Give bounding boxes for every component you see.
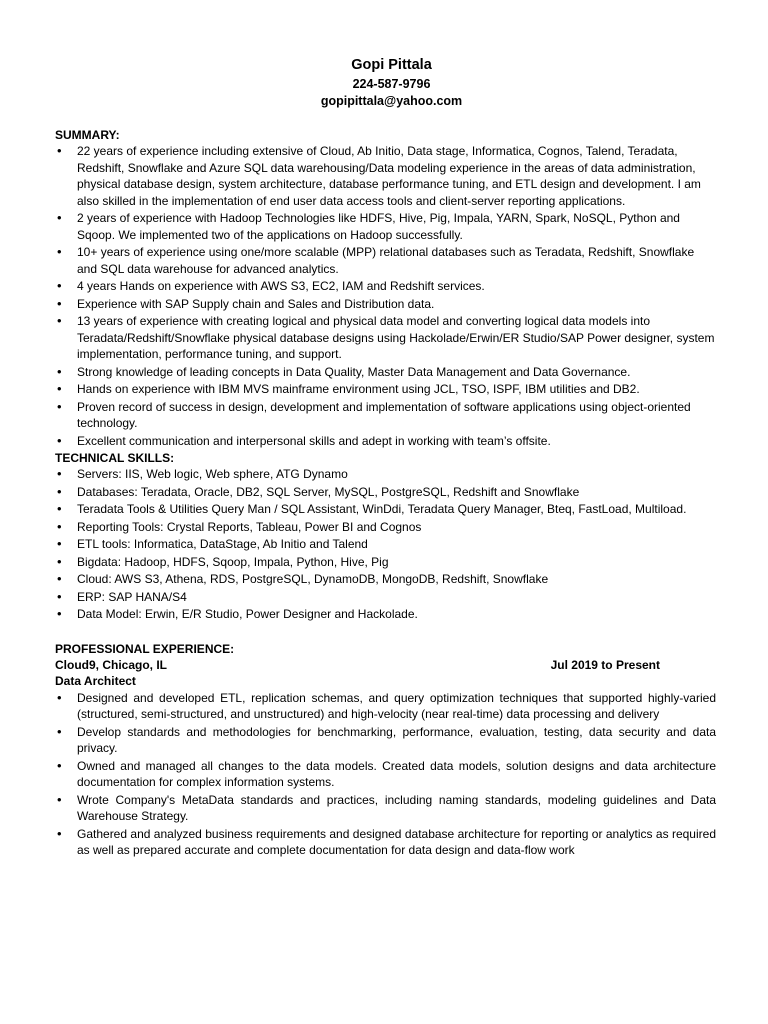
summary-heading: SUMMARY: [55, 128, 120, 142]
skill-item: • Databases: Teradata, Oracle, DB2, SQL Server, MySQL, PostgreSQL, Redshift and Snowflake [55, 484, 716, 501]
summary-item: • 13 years of experience with creating logical and physical data model and converting logical data models into Teradata/Redshift/Snowflake physical database designs using Hackolade/Erwin/ER Studio/SAP Power designer, system implementation, performance tuning, and support. [55, 313, 716, 363]
job-dates: Jul 2019 to Present [550, 657, 660, 672]
experience-list [55, 690, 716, 859]
skills-list [55, 466, 716, 623]
skill-item: • Data Model: Erwin, E/R Studio, Power Designer and Hackolade. [55, 606, 716, 623]
company-location: Cloud9, Chicago, IL [55, 657, 168, 672]
email-address: gopipittala@yahoo.com [320, 94, 463, 108]
summary-item: • 4 years Hands on experience with AWS S3, EC2, IAM and Redshift services. [55, 278, 716, 295]
experience-item: • Owned and managed all changes to the data models. Created data models, solution designs and data architecture documentation for complex information systems. [55, 758, 716, 791]
summary-item: • Strong knowledge of leading concepts in Data Quality, Master Data Management and Data Governance. [55, 364, 716, 381]
skill-item: • Cloud: AWS S3, Athena, RDS, PostgreSQL, DynamoDB, MongoDB, Redshift, Snowflake [55, 571, 716, 588]
summary-item: • Hands on experience with IBM MVS mainframe environment using JCL, TSO, ISPF, IBM utilities and DB2. [55, 381, 716, 398]
summary-item: • Experience with SAP Supply chain and Sales and Distribution data. [55, 296, 716, 313]
skill-item: • Reporting Tools: Crystal Reports, Tableau, Power BI and Cognos [55, 519, 716, 536]
skill-item: • Servers: IIS, Web logic, Web sphere, ATG Dynamo [55, 466, 716, 483]
experience-item: • Develop standards and methodologies for benchmarking, performance, evaluation, testing, data security and data privacy. [55, 724, 716, 757]
resume-header [67, 56, 716, 110]
candidate-name: Gopi Pittala [351, 57, 432, 73]
experience-item: • Wrote Company's MetaData standards and practices, including naming standards, modeling guidelines and Data Warehouse Strategy. [55, 792, 716, 825]
experience-item: • Designed and developed ETL, replication schemas, and query optimization techniques that supported highly-varied (structured, semi-structured, and unstructured) and high-velocity (near real-time) data processing and delivery [55, 690, 716, 723]
skill-item: • ETL tools: Informatica, DataStage, Ab Initio and Talend [55, 536, 716, 553]
skill-item: • ERP: SAP HANA/S4 [55, 589, 716, 606]
experience-item: • Gathered and analyzed business requirements and designed database architecture for reporting or analytics as required as well as prepared accurate and complete documentation for data design and data-flow work [55, 826, 716, 859]
summary-item: • 22 years of experience including extensive of Cloud, Ab Initio, Data stage, Informatica, Cognos, Talend, Teradata, Redshift, Snowflake and Azure SQL data warehousing/Data modeling experience in the areas of data administration, physical database design, system architecture, database performance tuning, and ETL design and development. I am also skilled in the implementation of end user data access tools and client-server reporting applications. [55, 143, 716, 209]
technical-skills-heading: TECHNICAL SKILLS: [55, 451, 175, 465]
summary-list [55, 143, 716, 449]
summary-item: • Excellent communication and interpersonal skills and adept in working with team’s offsite. [55, 433, 716, 450]
summary-item: • Proven record of success in design, development and implementation of software applications using object-oriented technology. [55, 399, 716, 432]
job-role: Data Architect [55, 673, 136, 688]
summary-item: • 2 years of experience with Hadoop Technologies like HDFS, Hive, Pig, Impala, YARN, Spark, NoSQL, Python and Sqoop. We implemented two of the applications on Hadoop successfully. [55, 210, 716, 243]
skill-item: • Teradata Tools & Utilities Query Man / SQL Assistant, WinDdi, Teradata Query Manager, Bteq, FastLoad, Multiload. [55, 501, 716, 518]
skill-item: • Bigdata: Hadoop, HDFS, Sqoop, Impala, Python, Hive, Pig [55, 554, 716, 571]
summary-item: • 10+ years of experience using one/more scalable (MPP) relational databases such as Teradata, Redshift, Snowflake and SQL data warehouse for advanced analytics. [55, 244, 716, 277]
professional-experience-heading: PROFESSIONAL EXPERIENCE: [55, 641, 235, 656]
phone-number: 224-587-9796 [352, 77, 431, 91]
job-header [55, 657, 660, 673]
